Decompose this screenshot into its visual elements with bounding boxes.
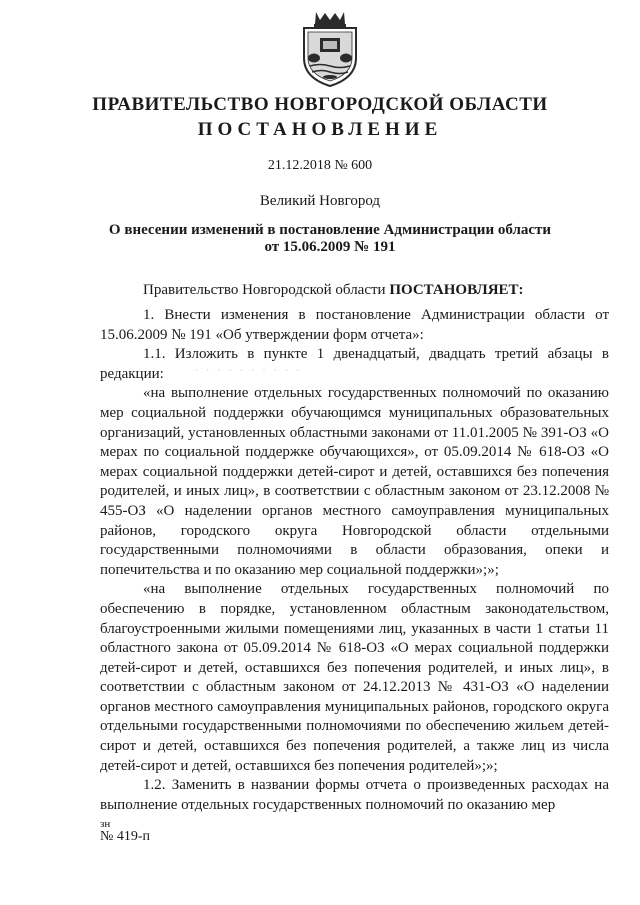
body-paragraph: 1.1. Изложить в пункте 1 двенадцатый, двадцать третий абзацы в редакции:: [100, 346, 609, 382]
body-paragraph: «на выполнение отдельных государственных полномочий по оказанию мер социальной поддержки обучающимся муниципальных образовательных организаций, установленных областными законами от 11.01.2005 № 391-ОЗ «О мерах по социальной поддержке обучающихся», от 05.09.2014 № 618-ОЗ «О мерах социальной поддержки детей-сирот и детей, оставшихся без попечения родителей, и иных лиц», в соответствии с областным законом от 23.12.2008 № 455-ОЗ «О наделении органов местного самоуправления муниципальных районов, городского округа Новгородской области отдельными государственными полномочиями в области образования, опеки и попечительства и по оказанию мер социальной поддержки»;»;: [100, 385, 609, 578]
document-subject: [100, 222, 560, 256]
body-paragraph: 1.2. Заменить в названии формы отчета о произведенных расходах на выполнение отдельных государственных полномочий по оказанию мер: [100, 777, 609, 813]
government-title: ПРАВИТЕЛЬСТВО НОВГОРОДСКОЙ ОБЛАСТИ: [92, 94, 548, 115]
document-city: Великий Новгород: [259, 193, 381, 209]
subject-line-2: от 15.06.2009 № 191: [264, 239, 396, 255]
document-body: [100, 306, 609, 815]
footer-reference-number: № 419-п: [100, 829, 151, 844]
decree-statement: [143, 282, 524, 299]
document-type: ПОСТАНОВЛЕНИЕ: [197, 119, 443, 140]
footer-initials: зн: [100, 818, 111, 830]
decree-keyword: ПОСТАНОВЛЯЕТ:: [389, 282, 524, 298]
decree-intro: Правительство Новгородской области: [143, 282, 390, 298]
coat-of-arms-icon: [298, 8, 362, 88]
subject-line-1: О внесении изменений в постановление Администрации области: [108, 222, 552, 238]
faded-stamp-mark: · · · · · · · · · ·: [195, 365, 303, 375]
body-paragraph: «на выполнение отдельных государственных полномочий по обеспечению в порядке, установленном областным законодательством, благоустроенными жилыми помещениями лиц, указанных в части 1 статьи 11 областного закона от 05.09.2014 № 618-ОЗ «О мерах социальной поддержки детей-сирот и детей, оставшихся без попечения родителей, и иных лиц», в соответствии с областным законом от 24.12.2013 № 431-ОЗ «О наделении органов местного самоуправления муниципальных районов, городского округа отдельными государственными полномочиями по обеспечению жильем детей-сирот и детей, оставшихся без попечения родителей, а также лиц из числа детей-сирот и детей, оставшихся без попечения родителей»;»;: [100, 581, 609, 774]
body-paragraph: 1. Внести изменения в постановление Администрации области от 15.06.2009 № 191 «Об утверждении форм отчета»:: [100, 307, 609, 343]
document-date-number: 21.12.2018 № 600: [267, 158, 373, 173]
